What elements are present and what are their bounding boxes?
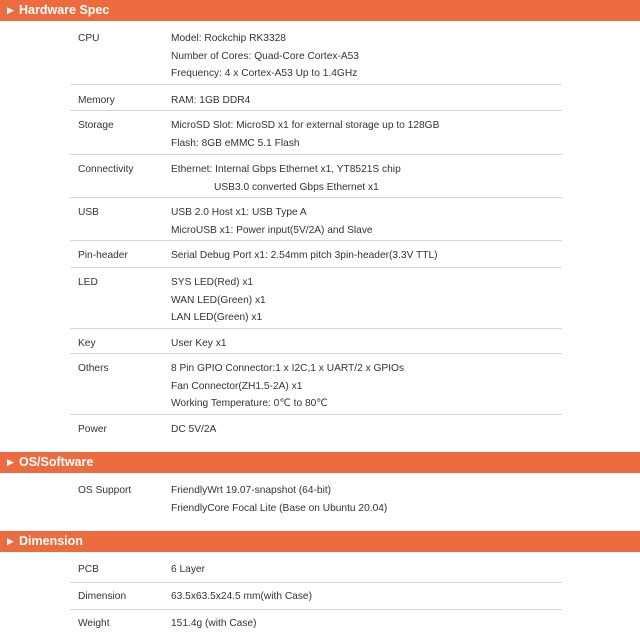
spec-value: Flash: 8GB eMMC 5.1 Flash [171,137,300,149]
spec-row-connectivity [70,155,562,198]
spec-value: Ethernet: Internal Gbps Ethernet x1, YT8521S chip [171,164,401,175]
spec-value: FriendlyWrt 19.07-snapshot (64-bit) [171,485,332,496]
spec-value: 63.5x63.5x24.5 mm(with Case) [171,591,312,602]
spec-row-led [70,268,562,329]
spec-table-dimension [70,561,562,629]
spec-value: User Key x1 [171,338,227,349]
spec-row-dimension [70,583,562,610]
spec-value: LAN LED(Green) x1 [171,312,263,323]
spec-value: DC 5V/2A [171,424,217,435]
section-title: Hardware Spec [19,3,110,17]
spec-value: Working Temperature: 0℃ to 80℃ [171,398,328,409]
spec-label: Memory [78,95,115,106]
spec-label: Pin-header [78,250,128,261]
spec-value: WAN LED(Green) x1 [171,294,266,306]
spec-value: Serial Debug Port x1: 2.54mm pitch 3pin-header(3.3V TTL) [171,250,438,261]
spec-row-memory [70,85,562,111]
section-header-hardware-spec [0,0,640,21]
spec-row-power [70,415,562,441]
spec-value: 8 Pin GPIO Connector:1 x I2C,1 x UART/2 x GPIOs [171,363,405,374]
spec-row-key [70,329,562,354]
spec-value: Frequency: 4 x Cortex-A53 Up to 1.4GHz [171,68,358,79]
spec-row-others [70,354,562,415]
section-header-os-software [0,452,640,473]
spec-value: MicroUSB x1: Power input(5V/2A) and Slave [171,224,373,236]
section-title: OS/Software [19,455,94,469]
spec-label: OS Support [78,485,132,496]
spec-row-cpu [70,30,562,85]
spec-label: Key [78,338,96,349]
arrow-right-icon: ▶ [7,457,14,467]
section-title: Dimension [19,534,83,548]
spec-value: Number of Cores: Quad-Core Cortex-A53 [171,50,359,62]
spec-value: SYS LED(Red) x1 [171,277,254,288]
spec-label: PCB [78,564,99,575]
spec-label: Weight [78,618,110,629]
section-header-dimension [0,531,640,552]
spec-row-weight [70,610,562,629]
spec-value: Model: Rockchip RK3328 [171,33,286,44]
arrow-right-icon: ▶ [7,536,14,546]
spec-row-storage [70,111,562,155]
spec-value: FriendlyCore Focal Lite (Base on Ubuntu 20.04) [171,502,388,514]
spec-row-pcb [70,561,562,583]
spec-value: 151.4g (with Case) [171,618,257,629]
spec-value: MicroSD Slot: MicroSD x1 for external storage up to 128GB [171,120,440,131]
spec-label: USB [78,207,99,218]
spec-value: USB 2.0 Host x1: USB Type A [171,207,307,218]
spec-row-usb [70,198,562,241]
spec-label: Connectivity [78,164,134,175]
spec-value: RAM: 1GB DDR4 [171,95,251,106]
arrow-right-icon: ▶ [7,5,14,15]
spec-label: Dimension [78,591,127,602]
spec-row-pin-header [70,241,562,268]
spec-label: Power [78,424,107,435]
spec-value: Fan Connector(ZH1.5-2A) x1 [171,380,303,392]
spec-label: Storage [78,120,114,131]
spec-row-os-support [70,482,562,522]
spec-table-os [70,482,562,522]
spec-value: USB3.0 converted Gbps Ethernet x1 [214,181,379,193]
spec-value: 6 Layer [171,564,205,575]
spec-label: Others [78,363,109,374]
spec-label: LED [78,277,98,288]
spec-label: CPU [78,33,100,44]
spec-table-hardware [70,30,562,441]
